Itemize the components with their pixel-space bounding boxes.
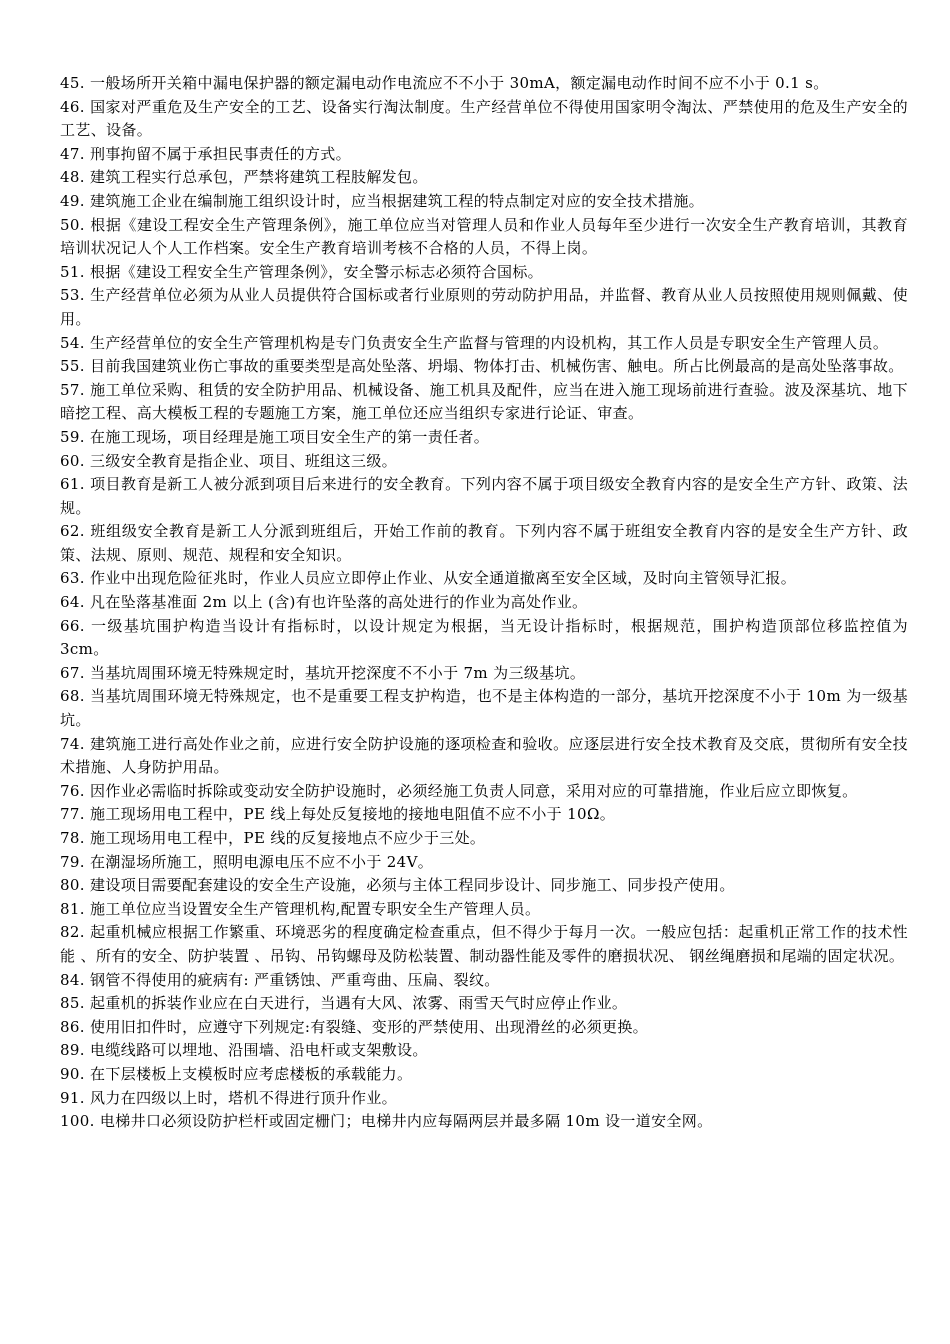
- list-item: 81. 施工单位应当设置安全生产管理机构,配置专职安全生产管理人员。: [60, 899, 541, 918]
- list-item: 78. 施工现场用电工程中，PE 线的反复接地点不应少于三处。: [60, 829, 486, 847]
- list-item: 63. 作业中出现危险征兆时，作业人员应立即停止作业、从安全通道撤离至安全区域，及时向主管领导汇报。: [60, 569, 797, 588]
- list-item: 64. 凡在坠落基准面 2m 以上 (含)有也许坠落的高处进行的作业为高处作业。: [60, 593, 588, 612]
- list-item: 46. 国家对严重危及生产安全的工艺、设备实行淘汰制度。生产经营单位不得使用国家明令淘汰、严禁使用的危及生产安全的工艺、设备。: [60, 97, 908, 140]
- list-item: 86. 使用旧扣件时，应遵守下列规定:有裂缝、变形的严禁使用、出现滑丝的必须更换。: [60, 1017, 649, 1036]
- list-item: 74. 建筑施工进行高处作业之前，应进行安全防护设施的逐项检查和验收。应逐层进行安全技术教育及交底，贯彻所有安全技术措施、人身防护用品。: [60, 734, 908, 777]
- list-item: 45. 一般场所开关箱中漏电保护器的额定漏电动作电流应不不小于 30mA，额定漏电动作时间不应不小于 0.1 s。: [60, 74, 829, 92]
- list-item: 84. 钢管不得使用的疵病有: 严重锈蚀、严重弯曲、压扁、裂纹。: [60, 970, 500, 989]
- list-item: 59. 在施工现场，项目经理是施工项目安全生产的第一责任者。: [60, 427, 490, 446]
- list-item: 51. 根据《建设工程安全生产管理条例》，安全警示标志必须符合国标。: [60, 262, 544, 281]
- list-item: 67. 当基坑周围环境无特殊规定时，基坑开挖深度不不小于 7m 为三级基坑。: [60, 663, 586, 682]
- list-item: 48. 建筑工程实行总承包，严禁将建筑工程肢解发包。: [60, 168, 428, 187]
- list-item: 76. 因作业必需临时拆除或变动安全防护设施时，必须经施工负责人同意，采用对应的可靠措施，作业后应立即恢复。: [60, 781, 858, 800]
- list-item: 60. 三级安全教育是指企业、项目、班组这三级。: [60, 451, 398, 470]
- list-item: 85. 起重机的拆装作业应在白天进行，当遇有大风、浓雾、雨雪天气时应停止作业。: [60, 994, 628, 1013]
- list-item: 80. 建设项目需要配套建设的安全生产设施，必须与主体工程同步设计、同步施工、同步投产使用。: [60, 876, 735, 895]
- list-item: 82. 起重机械应根据工作繁重、环境恶劣的程度确定检查重点，但不得少于每月一次。一般应包括：起重机正常工作的技术性能 、所有的安全、防护装置 、吊钩、吊钩螺母及防松装置、制动器性能及零件的磨损状况、 钢丝绳磨损和尾端的固定状况。: [60, 923, 908, 965]
- list-item: 90. 在下层楼板上支模板时应考虑楼板的承载能力。: [60, 1064, 413, 1083]
- list-item: 54. 生产经营单位的安全生产管理机构是专门负责安全生产监督与管理的内设机构，其工作人员是专职安全生产管理人员。: [60, 333, 889, 352]
- list-item: 62. 班组级安全教育是新工人分派到班组后，开始工作前的教育。下列内容不属于班组安全教育内容的是安全生产方针、政策、法规、原则、规范、规程和安全知识。: [60, 522, 908, 564]
- list-item: 79. 在潮湿场所施工，照明电源电压不应不小于 24V。: [60, 852, 434, 871]
- list-item: 91. 风力在四级以上时，塔机不得进行顶升作业。: [60, 1088, 398, 1107]
- list-item: 50. 根据《建设工程安全生产管理条例》，施工单位应当对管理人员和作业人员每年至少进行一次安全生产教育培训，其教育培训状况记人个人工作档案。安全生产教育培训考核不合格的人员，不得上岗。: [60, 215, 908, 258]
- list-item: 53. 生产经营单位必须为从业人员提供符合国标或者行业原则的劳动防护用品，并监督、教育从业人员按照使用规则佩戴、使用。: [60, 286, 908, 328]
- list-item: 49. 建筑施工企业在编制施工组织设计时，应当根据建筑工程的特点制定对应的安全技术措施。: [60, 191, 705, 210]
- list-item: 100. 电梯井口必须设防护栏杆或固定栅门；电梯井内应每隔两层并最多隔 10m 设一道安全网。: [60, 1112, 713, 1131]
- list-item: 55. 目前我国建筑业伤亡事故的重要类型是高处坠落、坍塌、物体打击、机械伤害、触电。所占比例最高的是高处坠落事故。: [60, 357, 904, 376]
- list-item: 68. 当基坑周围环境无特殊规定，也不是重要工程支护构造，也不是主体构造的一部分，基坑开挖深度不小于 10m 为一级基坑。: [60, 687, 908, 730]
- list-item: 77. 施工现场用电工程中，PE 线上每处反复接地的接地电阻值不应不小于 10Ω。: [60, 805, 616, 824]
- list-item: 57. 施工单位采购、租赁的安全防护用品、机械设备、施工机具及配件，应当在进入施工现场前进行查验。波及深基坑、地下暗挖工程、高大模板工程的专题施工方案，施工单位还应当组织专家进行论证、审查。: [60, 380, 908, 423]
- list-item: 66. 一级基坑围护构造当设计有指标时，以设计规定为根据，当无设计指标时，根据规范，围护构造顶部位移监控值为 3cm。: [60, 616, 908, 659]
- list-item: 47. 刑事拘留不属于承担民事责任的方式。: [60, 144, 351, 163]
- list-item: 61. 项目教育是新工人被分派到项目后来进行的安全教育。下列内容不属于项目级安全教育内容的是安全生产方针、政策、法规。: [60, 475, 908, 517]
- document-body: [60, 72, 908, 1134]
- list-item: 89. 电缆线路可以埋地、沿围墙、沿电杆或支架敷设。: [60, 1041, 428, 1060]
